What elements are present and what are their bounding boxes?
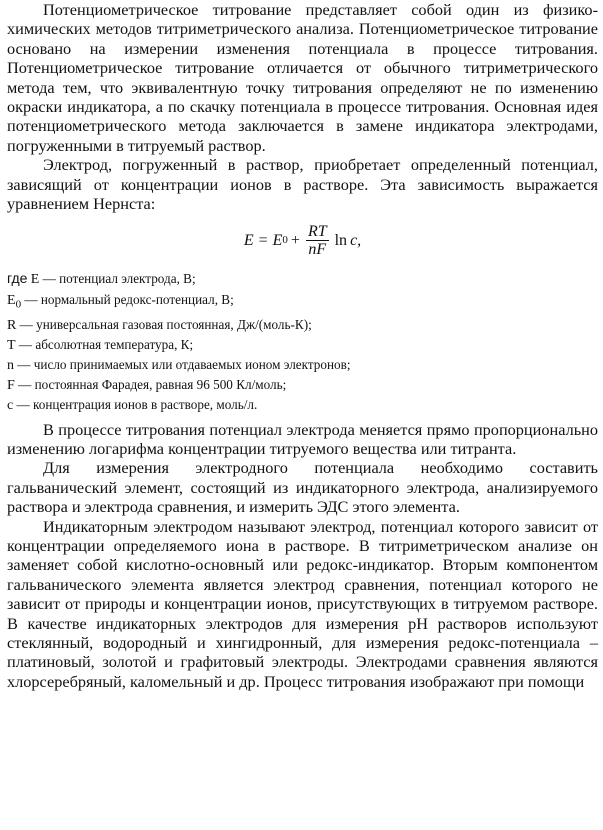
formula-denominator: nF (308, 240, 327, 258)
paragraph-electrode: Электрод, погруженный в раствор, приобретает определенный потенциал, зависящий от концентрации ионов в растворе. Эта зависимость выражается уравнением Нернста: (7, 155, 598, 214)
legend-text: — постоянная Фарадея, равная 96 500 Кл/моль; (14, 377, 287, 393)
paragraph-titration-process: В процессе титрования потенциал электрода меняется прямо пропорционально изменению логарифма концентрации титруемого вещества или титранта. (7, 419, 598, 458)
formula-ln: ln (334, 231, 348, 249)
legend-text: — нормальный редокс-потенциал, В; (21, 291, 234, 307)
legend-text: — абсолютная температура, К; (15, 336, 194, 352)
legend-text: — число принимаемых или отдаваемых ионом электронов; (14, 356, 351, 372)
legend-symbol: E (7, 292, 16, 308)
nernst-equation (7, 213, 598, 267)
paragraph-indicator-electrode: Индикаторным электродом называют электрод, потенциал которого зависит от концентрации определяемого иона в растворе. В титриметрическом анализе он заменяет собой кислотно-основный или редокс-индикатор. Вторым компонентом гальванического элемента является электрод сравнения, потенциал которого не зависит от природы и концентрации ионов, присутствующих в титруемом растворе. В качестве индикаторных электродов для измерения pH растворов используют стеклянный, водородный и хингидронный, для измерения редокс-потенциала – платиновый, золотой и графитовый электроды. Электродами сравнения являются хлорсеребряный, каломельный и др. Процесс титрования изображают при помощи (7, 516, 598, 691)
variable-legend (7, 269, 598, 415)
formula-tail: c, (350, 231, 362, 249)
formula-numerator: RT (307, 222, 327, 240)
formula-e0: E (272, 231, 283, 249)
formula-e0-subscript: 0 (282, 233, 288, 246)
legend-row (7, 315, 598, 335)
paragraph-galvanic-cell: Для измерения электродного потенциала необходимо составить гальванический элемент, состоящий из индикаторного электрода, анализируемого раствора и электрода сравнения, и измерить ЭДС этого элемента. (7, 458, 598, 517)
legend-row (7, 290, 598, 315)
legend-symbol: F (7, 378, 15, 394)
legend-row (7, 375, 598, 395)
formula-lhs: E (243, 231, 254, 249)
legend-row (7, 269, 598, 289)
legend-where: где (7, 270, 28, 287)
legend-symbol: R (7, 317, 17, 333)
legend-row (7, 355, 598, 375)
legend-text: — концентрация ионов в растворе, моль/л. (13, 397, 258, 413)
legend-symbol: c (7, 398, 14, 414)
legend-symbol: E (30, 272, 40, 288)
legend-symbol: n (7, 357, 14, 373)
legend-row (7, 395, 598, 415)
formula-equals: = (258, 231, 268, 249)
legend-text: — универсальная газовая постоянная, Дж/(моль-К); (16, 316, 312, 332)
legend-symbol: T (7, 337, 16, 353)
legend-subscript: 0 (15, 298, 22, 311)
paragraph-intro: Потенциометрическое титрование представляет собой один из физико-химических методов титриметрического анализа. Потенциометрическое титрование основано на измерении изменения потенциала в процессе титрования. Потенциометрическое титрование отличается от обычного титриметрического метода тем, что эквивалентную точку титрования определяют не по изменению окраски индикатора, а по скачку потенциала в процессе титрования. Основная идея потенциометрического метода заключается в замене индикатора электродами, погруженными в титруемый раствор. (7, 0, 598, 155)
formula-plus: + (290, 231, 300, 249)
formula-fraction (306, 223, 329, 258)
legend-text: — потенциал электрода, В; (39, 271, 196, 287)
legend-row (7, 335, 598, 355)
